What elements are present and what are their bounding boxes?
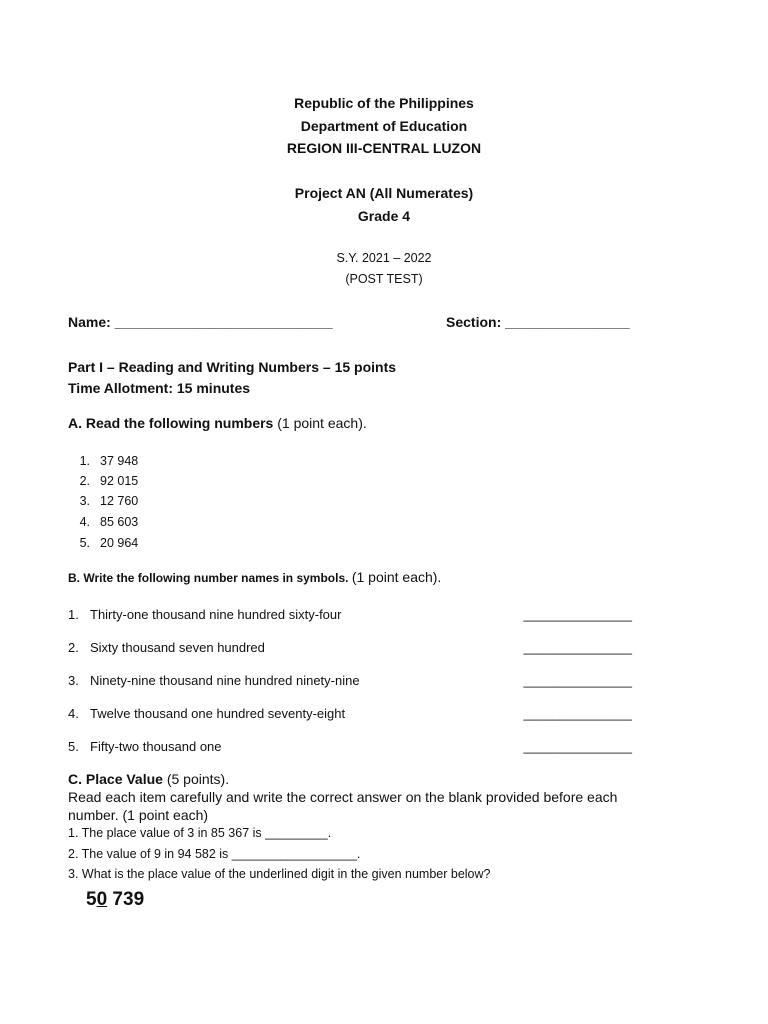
header-grade: Grade 4 <box>357 208 411 224</box>
item-number: 3. <box>68 673 79 688</box>
section-field[interactable]: Section: ________________ <box>446 314 630 330</box>
section-a-item <box>66 515 138 529</box>
item-number: 1. <box>79 454 90 468</box>
answer-blank[interactable]: _______________ <box>523 706 632 721</box>
section-b-item <box>68 706 632 721</box>
item-text: Ninety-nine thousand nine hundred ninety-nine <box>90 673 360 688</box>
item-text: 92 015 <box>100 474 139 488</box>
item-text: Twelve thousand one hundred seventy-eight <box>90 706 346 721</box>
item-number: 1. <box>68 607 79 622</box>
underlined-digit: 0 <box>96 889 108 910</box>
section-c-item: 3. What is the place value of the underlined digit in the given number below? <box>68 867 491 881</box>
item-number: 4. <box>68 706 79 721</box>
header-department: Department of Education <box>300 118 468 134</box>
answer-blank[interactable]: _______________ <box>523 607 632 622</box>
section-c-item: 2. The value of 9 in 94 582 is __________________. <box>68 847 361 861</box>
part1-title: Part I – Reading and Writing Numbers – 15 points <box>68 359 397 375</box>
section-c-instruction: number. (1 point each) <box>68 807 209 823</box>
item-text: Sixty thousand seven hundred <box>90 640 265 655</box>
section-a-item <box>66 474 138 488</box>
item-number: 4. <box>79 515 90 529</box>
header-republic: Republic of the Philippines <box>294 95 474 111</box>
section-a-item <box>66 536 138 550</box>
header-region: REGION III-CENTRAL LUZON <box>286 140 482 156</box>
section-a-title <box>68 415 367 431</box>
item-text: 85 603 <box>100 515 139 529</box>
item-text: Thirty-one thousand nine hundred sixty-four <box>90 607 342 622</box>
item-text: Fifty-two thousand one <box>90 739 222 754</box>
school-year: S.Y. 2021 – 2022 <box>336 251 432 265</box>
section-b-item <box>68 607 632 622</box>
section-b-item <box>68 640 632 655</box>
section-b-title <box>68 569 441 585</box>
item-number: 2. <box>79 474 90 488</box>
section-b-item <box>68 673 632 688</box>
section-a-item <box>66 494 138 508</box>
test-type: (POST TEST) <box>345 272 423 286</box>
section-b-label: B. Write the following number names in symbols. <box>68 571 349 585</box>
answer-blank[interactable]: _______________ <box>523 640 632 655</box>
item-number: 5. <box>68 739 79 754</box>
item-number: 5. <box>79 536 90 550</box>
item-text: 12 760 <box>100 494 139 508</box>
answer-blank[interactable]: _______________ <box>523 673 632 688</box>
section-c-points: (5 points). <box>166 771 230 787</box>
given-number-lead: 5 <box>86 889 97 910</box>
section-a-label: A. Read the following numbers <box>68 415 274 431</box>
item-number: 2. <box>68 640 79 655</box>
header-project: Project AN (All Numerates) <box>294 185 474 201</box>
answer-blank[interactable]: _______________ <box>523 739 632 754</box>
section-b-points: (1 point each). <box>351 569 442 585</box>
name-field[interactable]: Name: ____________________________ <box>68 314 333 330</box>
item-number: 3. <box>79 494 90 508</box>
section-c-title <box>68 771 229 787</box>
section-b-item <box>68 739 632 754</box>
section-a-points: (1 point each). <box>277 415 367 431</box>
time-allotment: Time Allotment: 15 minutes <box>68 380 251 396</box>
given-number-rest: 739 <box>107 889 145 910</box>
section-c-instruction: Read each item carefully and write the correct answer on the blank provided before each <box>68 789 618 805</box>
item-text: 37 948 <box>100 454 139 468</box>
given-number <box>86 889 144 911</box>
item-text: 20 964 <box>100 536 139 550</box>
section-a-item <box>66 454 138 468</box>
section-c-label: C. Place Value <box>68 771 163 787</box>
section-c-item: 1. The place value of 3 in 85 367 is _________. <box>68 826 332 840</box>
